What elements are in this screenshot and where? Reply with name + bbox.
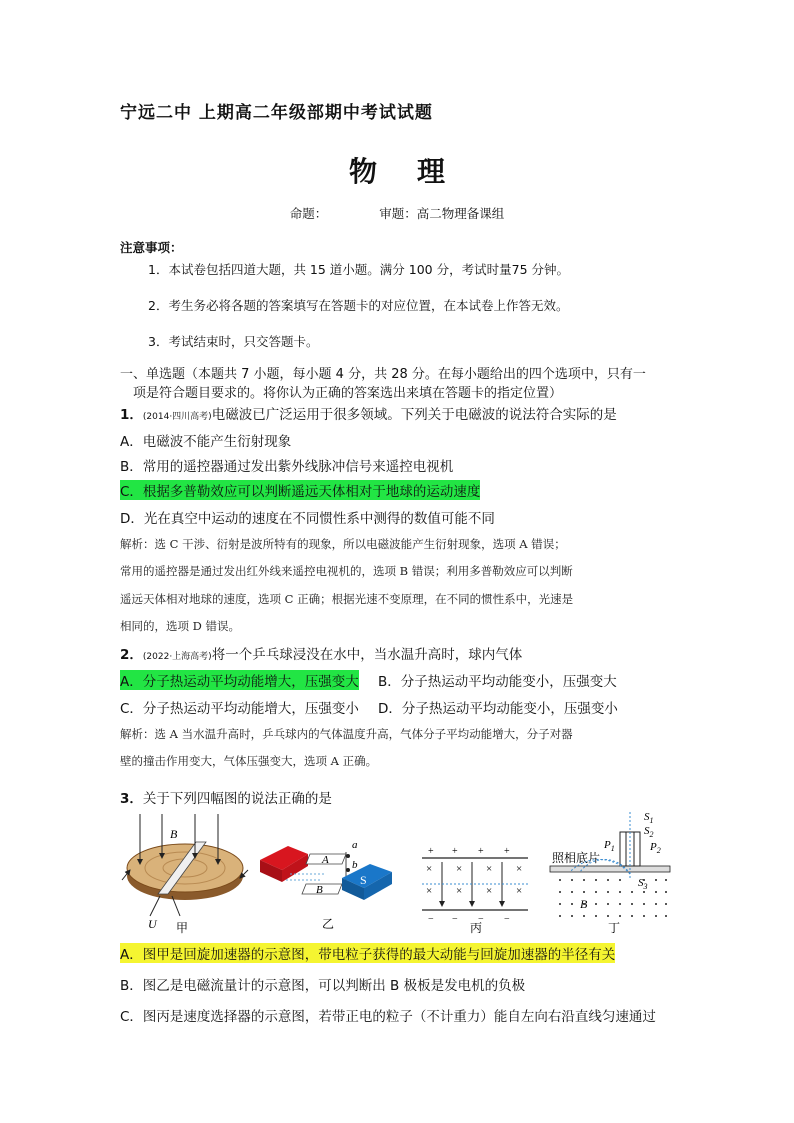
q2-analysis-1: 解析：选 A 当水温升高时，乒乓球内的气体温度升高，气体分子平均动能增大，分子对器 (120, 727, 573, 741)
q1-option-b: B．常用的遥控器通过发出紫外线脉冲信号来遥控电视机 (120, 459, 454, 475)
q1-stem-text: 电磁波已广泛运用于很多领域。下列关于电磁波的说法符合实际的是 (211, 407, 617, 423)
label-P2: $P_2$ (650, 841, 661, 855)
setter-line (0, 204, 794, 222)
setter-label: 命题： (289, 206, 328, 221)
label-S3: $S_3$ (638, 877, 648, 891)
q2-stem (120, 643, 522, 663)
q3-stem-text: 关于下列四幅图的说法正确的是 (142, 791, 332, 807)
svg-text:−: − (452, 914, 458, 925)
figure-yi-flowmeter (260, 839, 392, 931)
svg-text:×: × (486, 863, 493, 875)
field-dots (559, 879, 667, 917)
field-crosses (426, 863, 522, 897)
label-a: a (352, 839, 358, 851)
label-S2: $S_2$ (644, 825, 654, 839)
svg-text:−: − (428, 914, 434, 925)
q2-number: 2． (120, 647, 143, 663)
q3-option-a-highlighted: A．图甲是回旋加速器的示意图，带电粒子获得的最大动能与回旋加速器的半径有关 (120, 943, 615, 963)
q2-option-a-highlighted: A．分子热运动平均动能增大，压强变大 (120, 670, 359, 690)
q1-number: 1． (120, 407, 143, 423)
q3-option-c: C．图丙是速度选择器的示意图，若带正电的粒子（不计重力）能自左向右沿直线匀速通过 (120, 1009, 656, 1025)
q3-figures (110, 808, 690, 938)
figure-jia-cyclotron (122, 814, 248, 935)
q1-analysis-3: 遥远天体相对地球的速度，选项 C 正确；根据光速不变原理，在不同的惯性系中，光速是 (120, 592, 574, 606)
label-A: A (322, 854, 329, 866)
q1-analysis-4: 相同的，选项 D 错误。 (120, 619, 241, 633)
section1-line1: 一、单选题（本题共 7 小题，每小题 4 分，共 28 分。在每小题给出的四个选项中，只有一 (120, 367, 646, 382)
figure-label-yi: 乙 (322, 917, 335, 931)
q2-analysis-2: 壁的撞击作用变大，气体压强变大，选项 A 正确。 (120, 754, 378, 768)
exam-title: 宁远二中 上期高二年级部期中考试试题 (120, 103, 433, 123)
subject-title: 物理 (348, 155, 485, 188)
svg-text:+: + (504, 846, 510, 857)
svg-text:×: × (516, 885, 523, 897)
label-U: U (148, 917, 157, 931)
svg-text:+: + (428, 846, 434, 857)
figure-bing-velocity-selector (422, 846, 528, 935)
figure-label-jia: 甲 (176, 921, 189, 935)
svg-text:×: × (516, 863, 523, 875)
label-S: S (360, 873, 367, 887)
svg-text:+: + (478, 846, 484, 857)
notice-heading: 注意事项： (120, 240, 183, 255)
q2-option-d: D．分子热运动平均动能变小，压强变小 (378, 701, 618, 717)
q1-analysis-2: 常用的遥控器是通过发出红外线来遥控电视机的，选项 B 错误；利用多普勒效应可以判断 (120, 564, 573, 578)
section1-line2: 项是符合题目要求的。将你认为正确的答案选出来填在答题卡的指定位置） (133, 386, 563, 401)
label-film: 照相底片 (552, 851, 601, 865)
label-b: b (352, 859, 358, 871)
svg-text:+: + (452, 846, 458, 857)
q2-option-c: C．分子热运动平均动能增大，压强变小 (120, 701, 359, 717)
q1-option-c-highlighted: C．根据多普勒效应可以判断遥远天体相对于地球的运动速度 (120, 480, 480, 500)
label-B: B (170, 827, 178, 841)
figure-label-bing: 丙 (470, 921, 483, 935)
notice-item-1: 1．本试卷包括四道大题，共 15 道小题。满分 100 分，考试时量75 分钟。 (148, 262, 569, 277)
label-S1: $S_1$ (644, 811, 654, 825)
q3-number: 3． (120, 791, 143, 807)
q1-option-a: A．电磁波不能产生衍射现象 (120, 434, 292, 450)
q2-stem-text: 将一个乒乓球浸没在水中，当水温升高时，球内气体 (211, 647, 523, 663)
q2-option-b: B．分子热运动平均动能变小，压强变大 (378, 674, 617, 690)
q3-stem (120, 787, 332, 807)
label-P1: $P_1$ (604, 839, 615, 853)
q1-option-d: D．光在真空中运动的速度在不同惯性系中测得的数值可能不同 (120, 511, 495, 527)
q3-option-b: B．图乙是电磁流量计的示意图，可以判断出 B 极板是发电机的负极 (120, 978, 526, 994)
svg-text:×: × (426, 863, 433, 875)
svg-text:×: × (456, 885, 463, 897)
svg-text:×: × (456, 863, 463, 875)
q1-source: (2014·四川高考) (142, 412, 212, 422)
svg-text:×: × (486, 885, 493, 897)
label-B-plate: B (316, 884, 323, 896)
notice-item-2: 2．考生务必将各题的答案填写在答题卡的对应位置，在本试卷上作答无效。 (148, 298, 569, 313)
q1-analysis-1: 解析：选 C 干涉、衍射是波所特有的现象，所以电磁波能产生衍射现象，选项 A 错误； (120, 537, 566, 551)
notice-item-3: 3．考试结束时，只交答题卡。 (148, 334, 319, 349)
q2-source: (2022·上海高考) (142, 652, 212, 662)
q1-stem (120, 403, 617, 423)
figure-ding-mass-spectrometer (550, 811, 670, 935)
reviewer: 审题：高二物理备课组 (379, 206, 505, 221)
svg-text:−: − (478, 914, 484, 925)
label-B-field: B (580, 897, 588, 911)
figure-label-ding: 丁 (608, 921, 621, 935)
svg-text:−: − (504, 914, 510, 925)
svg-text:×: × (426, 885, 433, 897)
